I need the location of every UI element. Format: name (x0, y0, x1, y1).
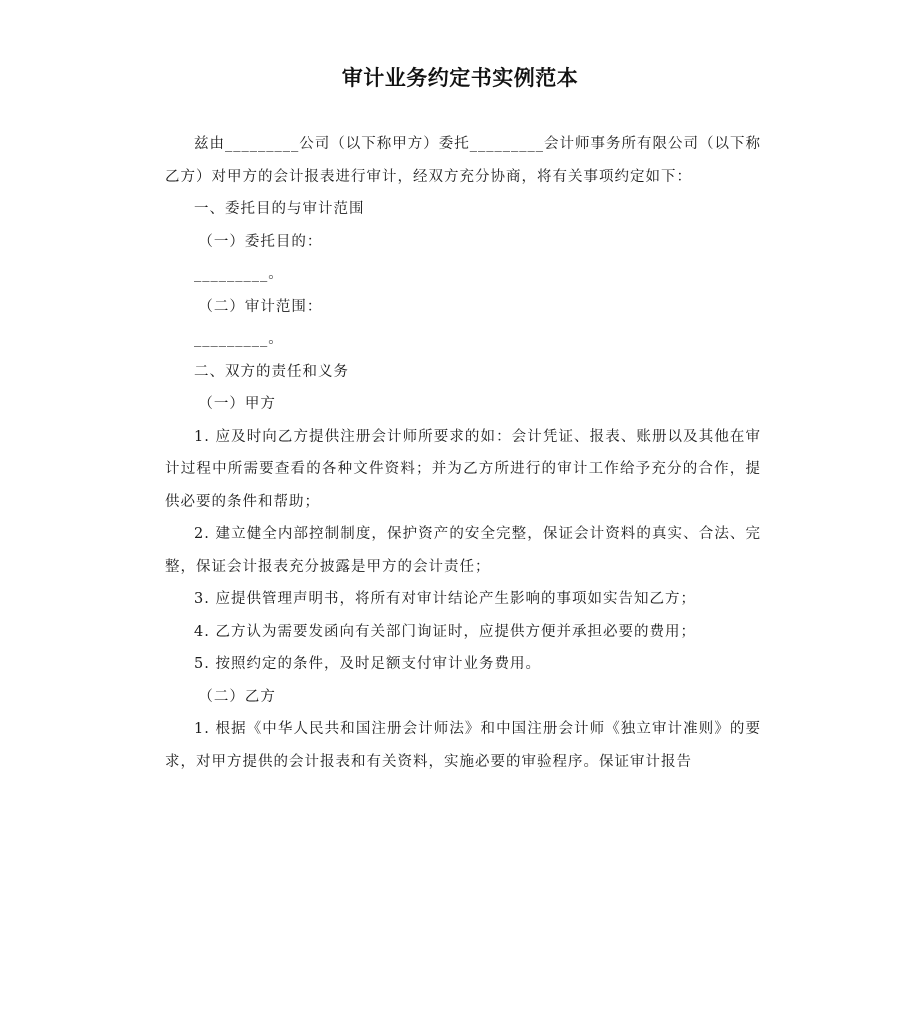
subsection-heading-scope: （二）审计范围： (198, 298, 323, 315)
document-body (165, 128, 761, 778)
party-a-item-1: 1. 应及时向乙方提供注册会计师所要求的如：会计凭证、报表、账册以及其他在审计过程中所需要查看的各种文件资料；并为乙方所进行的审计工作给予充分的合作，提供必要的条件和帮助； (165, 428, 761, 510)
party-a-item-4: 4. 乙方认为需要发函向有关部门询证时，应提供方便并承担必要的费用； (194, 623, 696, 640)
blank-line-scope: _________。 (194, 331, 284, 347)
party-a-item-5: 5. 按照约定的条件，及时足额支付审计业务费用。 (194, 656, 541, 672)
section-heading-2: 二、双方的责任和义务 (194, 363, 349, 380)
document-title: 审计业务约定书实例范本 (341, 66, 579, 90)
subsection-heading-purpose: （一）委托目的： (198, 233, 323, 250)
blank-line-purpose: _________。 (194, 266, 284, 282)
subsection-heading-party-a: （一）甲方 (198, 396, 276, 412)
paragraph-intro: 兹由_________公司（以下称甲方）委托_________会计师事务所有限公司（以下称乙方）对甲方的会计报表进行审计，经双方充分协商，将有关事项约定如下： (165, 136, 761, 185)
subsection-heading-party-b: （二）乙方 (198, 688, 276, 705)
section-heading-1: 一、委托目的与审计范围 (194, 201, 365, 217)
party-a-item-3: 3. 应提供管理声明书，将所有对审计结论产生影响的事项如实告知乙方； (194, 591, 696, 607)
party-b-item-1: 1. 根据《中华人民共和国注册会计师法》和中国注册会计师《独立审计准则》的要求，对甲方提供的会计报表和有关资料，实施必要的审验程序。保证审计报告 (165, 721, 761, 770)
party-a-item-2: 2. 建立健全内部控制制度，保护资产的安全完整，保证会计资料的真实、合法、完整，保证会计报表充分披露是甲方的会计责任； (165, 526, 761, 575)
